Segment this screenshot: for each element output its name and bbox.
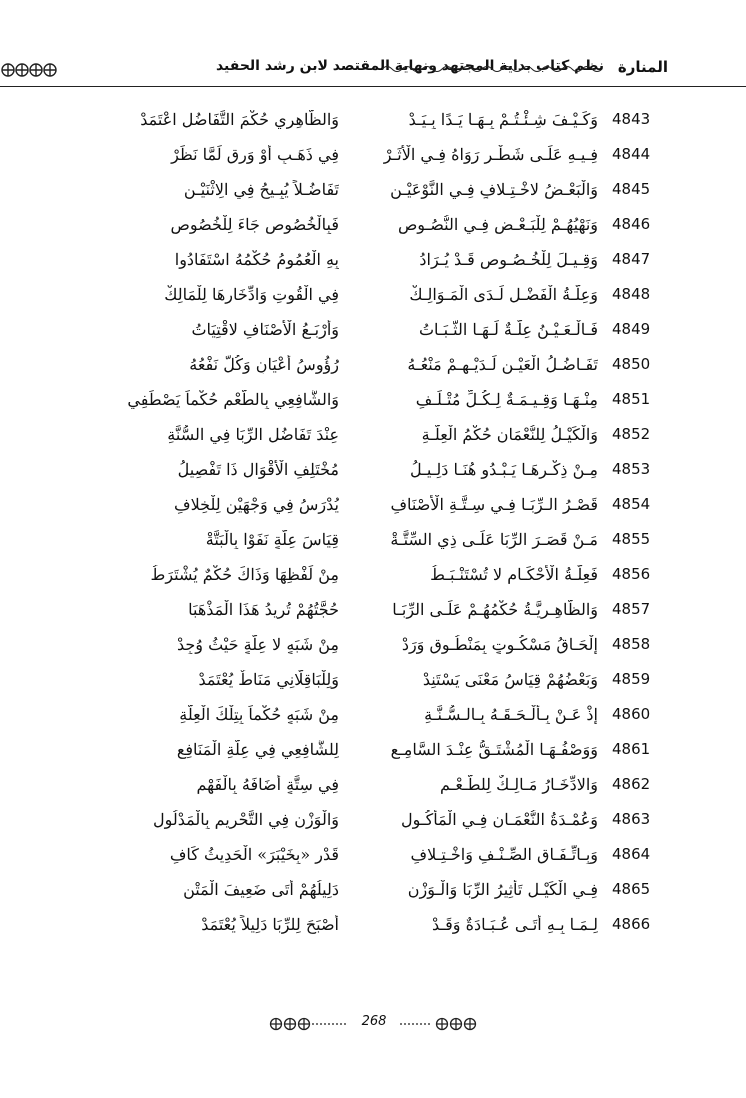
verse-number: 4864: [612, 845, 651, 863]
verse-row: [0, 454, 746, 490]
verse-number: 4844: [612, 145, 651, 163]
verse-row: [0, 279, 746, 315]
verse-row: [0, 314, 746, 350]
verse-first-hemistich: مِـنْ ذِكْـرِهَـا يَـبْـدُو هُنَـا دَلِـيـلُ: [410, 460, 598, 479]
page-header: [0, 52, 746, 88]
verse-second-hemistich: وَالشَّافِعِي بِالطُّعْمِ حُكْماً يَصْطَفِي: [127, 390, 339, 409]
verse-first-hemistich: وَبِـاتِّـفَـاقِ الصِّـنْـفِ وَاخْـتِـلافِ: [410, 845, 598, 864]
verse-second-hemistich: عِنْدَ تَفَاضُلِ الرِّبَا فِي السُّنَّةِ: [167, 425, 339, 444]
verse-first-hemistich: قَصْـرُ الـرِّبَـا فِـي سِـتَّـةِ الْأَصْنَافِ: [390, 495, 598, 514]
verse-row: [0, 524, 746, 560]
verse-number: 4843: [612, 110, 651, 128]
verse-row: [0, 839, 746, 875]
verse-second-hemistich: وَالْوَزْنِ فِي التَّحْرِيمِ بِالْمَدْلُولِ: [152, 810, 339, 829]
verse-first-hemistich: لِـمَـا بِـهِ أَتَـى عُـبَـادَةٌ وَقَـدْ: [432, 915, 598, 934]
verse-row: [0, 489, 746, 525]
verse-first-hemistich: فَعِلَّـةُ الْأَحْكَـامِ لا تُسْتَنْـبَـطُ: [430, 565, 598, 584]
verse-row: [0, 594, 746, 630]
verse-row: [0, 419, 746, 455]
verse-number: 4863: [612, 810, 651, 828]
verse-second-hemistich: لِلشَّافِعِي فِي عِلَّةِ الْمَنَافِعِ: [176, 740, 339, 759]
verse-row: [0, 699, 746, 735]
verse-second-hemistich: مِنْ شَبَهٍ حُكْماً بِتِلْكَ الْعِلَّةِ: [179, 705, 339, 724]
verse-first-hemistich: مِنْـهَـا وَقِـيـمَـةٌ لِـكُـلِّ مُتْـلَـفِ: [415, 390, 598, 409]
verse-row: [0, 174, 746, 210]
verse-row: [0, 104, 746, 140]
ornament-icon: [268, 1017, 348, 1031]
verse-first-hemistich: فِـيـهِ عَلَـى شَطْـرٍ رَوَاهُ فِـي الْأَثَـرْ: [383, 145, 598, 164]
verse-row: [0, 244, 746, 280]
verse-first-hemistich: إِلْحَـاقُ مَسْكُـوتٍ بِمَنْطُـوقٍ وَرَدْ: [401, 635, 598, 654]
verse-first-hemistich: فِـي الْكَيْـلِ تَأْثِيرُ الرِّبَا وَالْـوَزْنِ: [407, 880, 598, 899]
verse-row: [0, 139, 746, 175]
verse-row: [0, 629, 746, 665]
verse-number: 4855: [612, 530, 651, 548]
verse-row: [0, 874, 746, 910]
verse-second-hemistich: يُدْرَسُ فِي وَجْهَيْنِ لِلْخِلافِ: [174, 495, 339, 514]
verse-first-hemistich: وَقِـيـلَ لِلْخُـصُـوصِ قَـدْ يُـرَادُ: [419, 250, 598, 269]
verse-row: [0, 209, 746, 245]
verse-number: 4846: [612, 215, 651, 233]
verse-first-hemistich: وَبَعْضُهُمْ قِيَاسُ مَعْنَى يَسْتَنِدْ: [422, 670, 598, 689]
ornament-icon: [398, 1017, 478, 1031]
verse-first-hemistich: وَالْكَيْـلُ لِلنُّعْمَانِ حُكْمُ الْعِلَّـةِ: [421, 425, 598, 444]
verse-first-hemistich: وَالْبَعْـضُ لاخْـتِـلافٍ فِـي النَّوْعَيْـنِ: [390, 180, 598, 199]
verse-number: 4845: [612, 180, 651, 198]
verse-number: 4847: [612, 250, 651, 268]
verse-row: [0, 734, 746, 770]
verse-number: 4866: [612, 915, 651, 933]
verse-second-hemistich: وَالظَّاهِرِي حُكْمَ التَّفَاضُلِ اعْتَمَدْ: [140, 110, 339, 129]
header-rule: [0, 86, 746, 87]
verse-second-hemistich: مِنْ لَفْظِهَا وَذَاكَ حُكْمٌ يُشْتَرَطُ: [150, 565, 339, 584]
verse-first-hemistich: فَـالْـعَـيْـنُ عِلَّـةٌ لَـهَـا الثَّـبَـاتُ: [418, 320, 598, 339]
verse-second-hemistich: وَأَرْبَـعُ الْأَصْنَافِ لاقْتِيَاتُ: [191, 320, 339, 339]
ornament-icon: [0, 62, 58, 78]
verse-row: [0, 909, 746, 945]
verse-second-hemistich: مِنْ شَبَهٍ لا عِلَّةٍ حَيْثُ وُجِدْ: [177, 635, 339, 654]
verse-second-hemistich: بِهِ الْعُمُومُ حُكْمُهُ اسْتَفَادُوا: [174, 250, 339, 269]
verse-second-hemistich: فِي سِتَّةٍ أَضَافَهُ بِالْفَهْمِ: [196, 775, 339, 794]
verse-number: 4849: [612, 320, 651, 338]
verse-row: [0, 804, 746, 840]
verse-number: 4856: [612, 565, 651, 583]
verse-number: 4860: [612, 705, 651, 723]
page-footer: [0, 1012, 746, 1036]
verse-number: 4861: [612, 740, 651, 758]
verse-first-hemistich: وَعُمْـدَةُ النُّعْمَـانِ فِـي الْمَأْكُـولِ: [401, 810, 598, 829]
verse-second-hemistich: تَفَاضُـلاً يُبِـيحُ فِي الِاثْنَيْـنِ: [183, 180, 339, 199]
verse-row: [0, 559, 746, 595]
verse-row: [0, 384, 746, 420]
verse-number: 4857: [612, 600, 651, 618]
verse-number: 4853: [612, 460, 651, 478]
verse-first-hemistich: وَالادِّخَـارُ مَـالِـكٌ لِلطُّـعْـمِ: [440, 775, 598, 794]
verse-second-hemistich: أَصْبَحَ لِلرِّبَا دَلِيلاً يُعْتَمَدْ: [201, 915, 339, 934]
verse-number: 4852: [612, 425, 651, 443]
verse-second-hemistich: وَلِلْبَاقِلَّانِي مَنَاطٌ يُعْتَمَدْ: [198, 670, 339, 689]
verse-row: [0, 769, 746, 805]
verse-number: 4858: [612, 635, 651, 653]
verse-number: 4865: [612, 880, 651, 898]
section-name: المنارة: [617, 58, 668, 76]
verse-second-hemistich: قِيَاسَ عِلَّةٍ نَفَوْا بِالْبَتَّةْ: [205, 530, 339, 549]
verse-second-hemistich: دَلِيلُهُمْ أَتَى ضَعِيفَ الْمَتْنِ: [183, 880, 339, 899]
verse-number: 4850: [612, 355, 651, 373]
verse-number: 4862: [612, 775, 651, 793]
verse-number: 4854: [612, 495, 651, 513]
verse-second-hemistich: فِي ذَهَـبٍ أَوْ وَرِقٍ لَمَّا نَظَرْ: [171, 145, 339, 164]
verse-first-hemistich: وَوَصْفُـهَـا الْمُشْتَـقُّ عِنْـدَ السَّامِـعِ: [390, 740, 598, 759]
verse-first-hemistich: وَكَـيْـفَ شِـئْـتُـمْ بِـهَـا يَـدًا بِـيَـدْ: [408, 110, 598, 129]
verse-first-hemistich: إِذْ عَـنْ بِـأَلْـحَـقَـهُ بِـالـسُّـنَّـةِ: [424, 705, 598, 724]
verse-first-hemistich: مَـنْ قَصَـرَ الرِّبَا عَلَـى ذِي السِّتَّـةْ: [390, 530, 598, 549]
verse-first-hemistich: وَنَهْيُهُـمْ لِلْبَـعْـضِ فِـي النُّصُـوصِ: [397, 215, 598, 234]
verse-second-hemistich: فَبِالْخُصُوصِ جَاءَ لِلْخُصُوصِ: [170, 215, 339, 234]
verse-second-hemistich: رُؤُوسُ أَعْيَانٍ وَكُلُّ نَفْعُهُ: [189, 355, 339, 374]
verse-first-hemistich: وَالظَّاهِـرِيَّـةُ حُكْمُهُـمْ عَلَـى الرِّبَـا: [392, 600, 598, 619]
verse-first-hemistich: تَفَـاضُـلُ الْعَيْـنِ لَـدَيْـهِـمْ مَنْعُـهُ: [407, 355, 598, 374]
verse-first-hemistich: وَعِلَّـةُ الْفَضْـلِ لَـدَى الْمَـوَالِـكْ: [409, 285, 598, 304]
verse-number: 4859: [612, 670, 651, 688]
verse-number: 4851: [612, 390, 651, 408]
book-title: نظم كتاب بداية المجتهد ونهاية المقتصد لابن رشد الحفيد: [215, 58, 604, 74]
page-number: 268: [361, 1014, 387, 1029]
verse-second-hemistich: حُجَّتُهُمْ تُرِيدُ هَذَا الْمَذْهَبَا: [188, 600, 339, 619]
verse-row: [0, 664, 746, 700]
verse-row: [0, 349, 746, 385]
verse-second-hemistich: مُخْتَلِفِ الْأَقْوَالِ ذَا تَفْصِيلُ: [177, 460, 339, 479]
wave-divider: [382, 64, 602, 74]
verse-second-hemistich: فِي الْقُوتِ وَادِّخَارِهَا لِلْمَالِكْ: [164, 285, 339, 304]
verse-number: 4848: [612, 285, 651, 303]
verse-second-hemistich: قَدْرِ «بِخَيْبَرَ» الْحَدِيثُ كَافِ: [169, 845, 339, 864]
